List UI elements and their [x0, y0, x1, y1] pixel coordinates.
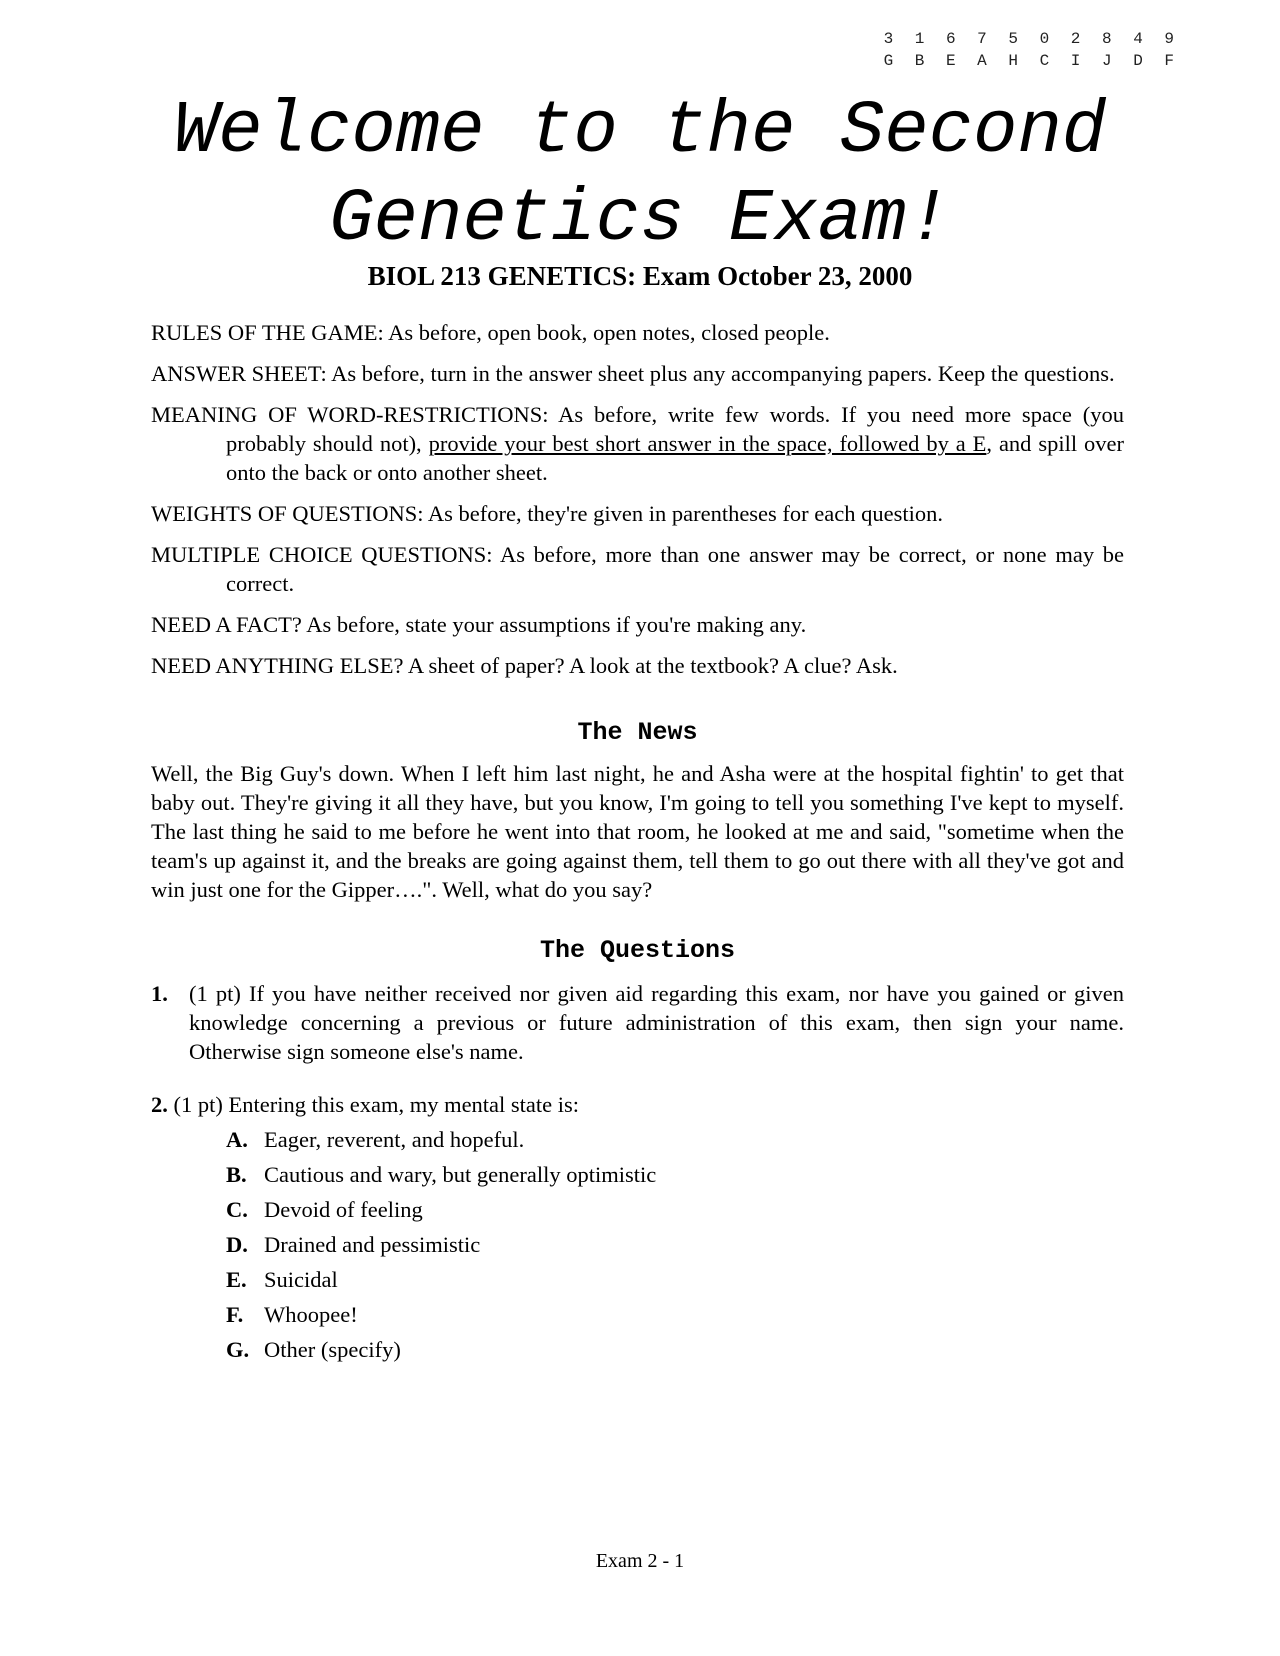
- answer-key-letters: G B E A H C I J D F: [883, 52, 1180, 70]
- answer-key-digits: 3 1 6 7 5 0 2 8 4 9: [883, 30, 1180, 48]
- option-letter: D.: [226, 1232, 248, 1257]
- option-item: [226, 1230, 1124, 1259]
- rule-weights: WEIGHTS OF QUESTIONS: As before, they're given in parentheses for each question.: [151, 501, 943, 526]
- rule-word-restrictions-text-end: , and spill over onto the back or onto another sheet.: [226, 431, 1125, 485]
- option-text: Drained and pessimistic: [264, 1232, 481, 1257]
- question-2: [151, 1090, 1124, 1119]
- page-title: [0, 88, 1280, 264]
- question-1-number: 1.: [151, 981, 168, 1006]
- option-text: Eager, reverent, and hopeful.: [264, 1127, 525, 1152]
- news-heading: The News: [577, 718, 698, 747]
- option-text: Suicidal: [264, 1267, 338, 1292]
- rule-word-restrictions: [151, 400, 1124, 487]
- option-letter: A.: [226, 1127, 248, 1152]
- option-letter: G.: [226, 1337, 250, 1362]
- option-letter: C.: [226, 1197, 248, 1222]
- page-title-line-1: Welcome to the Second: [173, 90, 1107, 174]
- rule-word-restrictions-underlined: provide your best short answer in the space, followed by a E: [428, 431, 987, 456]
- rule-game: RULES OF THE GAME: As before, open book, open notes, closed people.: [151, 320, 830, 345]
- question-2-text: (1 pt) Entering this exam, my mental state is:: [167, 1092, 580, 1117]
- rule-need-fact: NEED A FACT? As before, state your assumptions if you're making any.: [151, 612, 807, 637]
- question-2-options: [151, 1125, 1124, 1364]
- option-letter: E.: [226, 1267, 247, 1292]
- option-text: Other (specify): [264, 1337, 401, 1362]
- option-text: Cautious and wary, but generally optimistic: [264, 1162, 657, 1187]
- answer-key-code: [884, 28, 1180, 72]
- option-letter: F.: [226, 1302, 244, 1327]
- option-letter: B.: [226, 1162, 247, 1187]
- rule-need-else: NEED ANYTHING ELSE? A sheet of paper? A look at the textbook? A clue? Ask.: [151, 653, 898, 678]
- option-text: Devoid of feeling: [264, 1197, 423, 1222]
- page-title-line-2: Genetics Exam!: [329, 178, 951, 262]
- rule-multiple-choice: MULTIPLE CHOICE QUESTIONS: As before, more than one answer may be correct, or none may be correct.: [151, 542, 1124, 596]
- question-1: [151, 979, 1124, 1066]
- option-item: [226, 1335, 1124, 1364]
- option-item: [226, 1265, 1124, 1294]
- rule-word-restrictions-text: MEANING OF WORD-RESTRICTIONS: As before, write few words. If you need more space (you probably should not),: [151, 402, 1124, 456]
- page-footer: Exam 2 - 1: [595, 1550, 685, 1572]
- option-text: Whoopee!: [264, 1302, 358, 1327]
- news-body: Well, the Big Guy's down. When I left him last night, he and Asha were at the hospital fightin' to get that baby out. They're giving it all they have, but you know, I'm going to tell you something I've kept to myself. The last thing he said to me before he went into that room, he looked at me and said, "sometime when the team's up against it, and the breaks are going against them, tell them to go out there with all they've got and win just one for the Gipper….". Well, what do you say?: [151, 761, 1124, 902]
- question-1-text: (1 pt) If you have neither received nor given aid regarding this exam, nor have you gained or given knowledge concerning a previous or future administration of this exam, then sign your name. Otherwise sign someone else's name.: [189, 981, 1124, 1064]
- questions-heading: The Questions: [539, 936, 736, 965]
- exam-subtitle: BIOL 213 GENETICS: Exam October 23, 2000: [367, 261, 913, 291]
- option-item: [226, 1160, 1124, 1189]
- option-item: [226, 1125, 1124, 1154]
- exam-content: [151, 318, 1124, 1370]
- question-2-number: 2.: [151, 1092, 168, 1117]
- rule-answer-sheet: ANSWER SHEET: As before, turn in the answer sheet plus any accompanying papers. Keep the questions.: [151, 361, 1115, 386]
- option-item: [226, 1195, 1124, 1224]
- option-item: [226, 1300, 1124, 1329]
